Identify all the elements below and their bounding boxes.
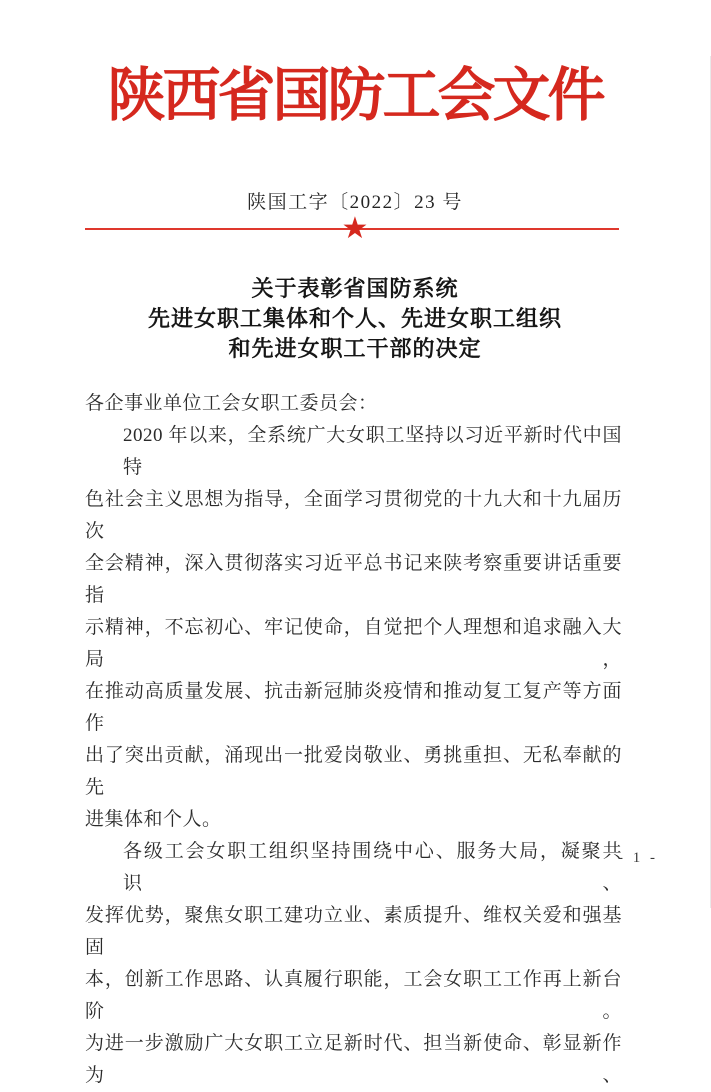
document-title-line: 关于表彰省国防系统 <box>251 276 459 301</box>
body-line: 2020 年以来，全系统广大女职工坚持以习近平新时代中国特 <box>123 425 622 478</box>
body-line: 为进一步激励广大女职工立足新时代、担当新使命、彰显新作为、 <box>85 1033 622 1086</box>
document-masthead: 陕西省国防工会文件 <box>107 63 603 128</box>
body-line: 本，创新工作思路、认真履行职能，工会女职工工作再上新台阶。 <box>85 969 622 1022</box>
document-title-line: 和先进女职工干部的决定 <box>228 336 482 361</box>
body-lines <box>85 420 622 1092</box>
body-line: 色社会主义思想为指导，全面学习贯彻党的十九大和十九届历次 <box>85 489 622 542</box>
document-body <box>85 388 622 1092</box>
body-line: 各级工会女职工组织坚持围绕中心、服务大局，凝聚共识、 <box>123 841 622 894</box>
document-number: 陕国工字〔2022〕23 号 <box>247 192 463 213</box>
body-line: 进集体和个人。 <box>85 809 222 830</box>
body-line: 在推动高质量发展、抗击新冠肺炎疫情和推动复工复产等方面作 <box>85 681 622 734</box>
body-line: 出了突出贡献，涌现出一批爱岗敬业、勇挑重担、无私奉献的先 <box>85 745 622 798</box>
body-line: 示精神，不忘初心、牢记使命，自觉把个人理想和追求融入大局， <box>85 617 622 670</box>
body-line: 发挥优势，聚焦女职工建功立业、素质提升、维权关爱和强基固 <box>85 905 622 958</box>
document-title-line: 先进女职工集体和个人、先进女职工组织 <box>147 306 562 331</box>
red-star-icon: ★ <box>341 211 369 246</box>
body-line: 全会精神，深入贯彻落实习近平总书记来陕考察重要讲话重要指 <box>85 553 622 606</box>
header-divider <box>85 211 625 246</box>
document-page <box>0 56 711 1086</box>
page-number: - 1 - <box>618 850 658 866</box>
document-title <box>0 274 710 364</box>
salutation-line: 各企事业单位工会女职工委员会： <box>85 393 378 414</box>
